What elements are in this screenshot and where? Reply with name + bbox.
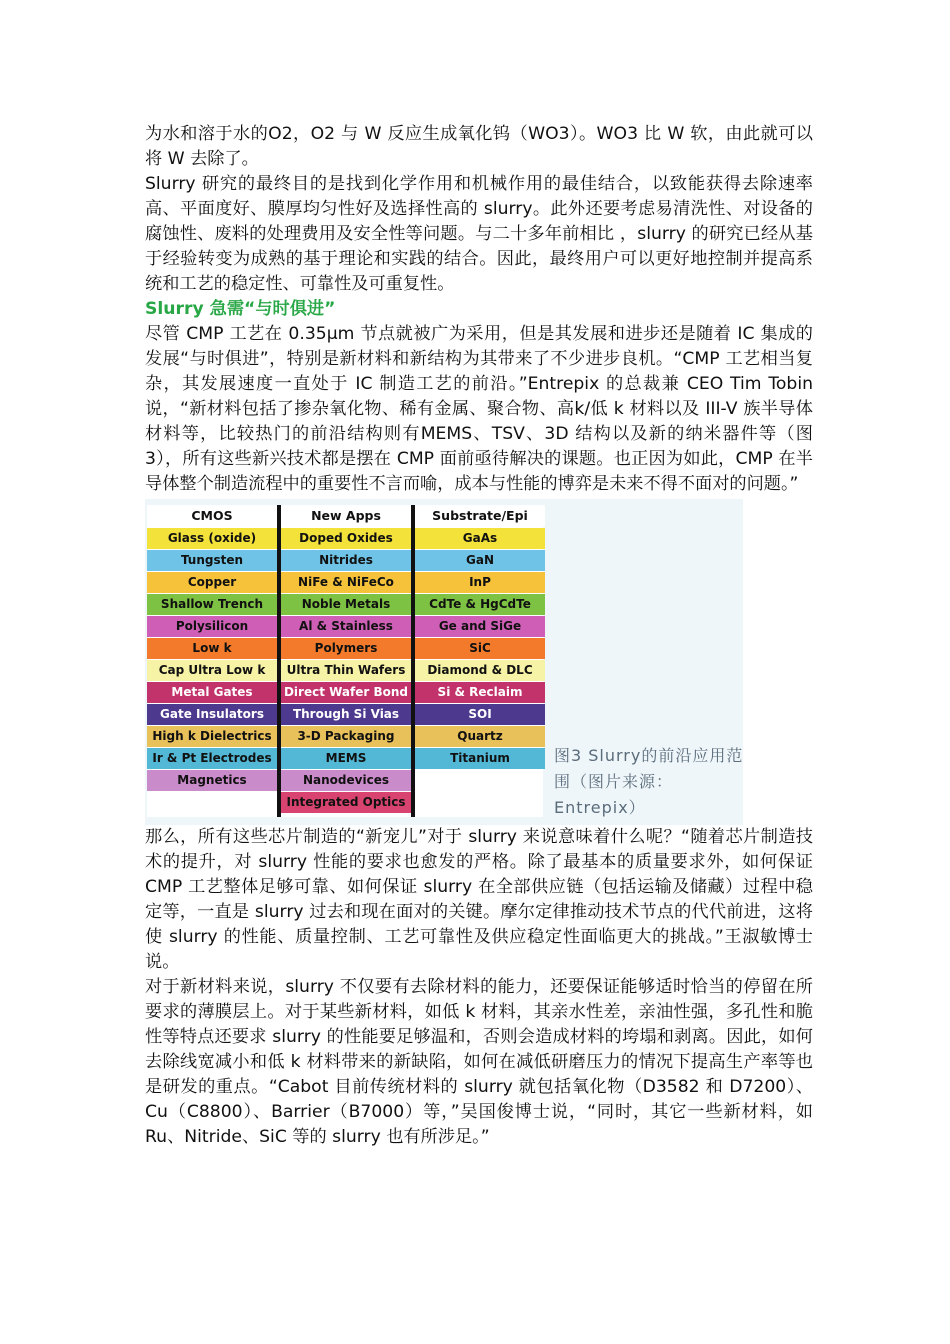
material-cell: MEMS: [281, 748, 411, 769]
material-cell: Metal Gates: [147, 682, 277, 703]
material-cell: Ir & Pt Electrodes: [147, 748, 277, 769]
material-cell: CdTe & HgCdTe: [415, 594, 545, 615]
material-cell: Integrated Optics: [281, 792, 411, 813]
material-cell: Al & Stainless: [281, 616, 411, 637]
material-cell: GaN: [415, 550, 545, 571]
figure-caption: 图3 Slurry的前沿应用范围（图片来源：Entrepix）: [554, 746, 744, 817]
material-cell: Doped Oxides: [281, 528, 411, 549]
material-cell: Cap Ultra Low k: [147, 660, 277, 681]
material-cell: SiC: [415, 638, 545, 659]
material-cell: Gate Insulators: [147, 704, 277, 725]
material-cell: Titanium: [415, 748, 545, 769]
material-cell: Through Si Vias: [281, 704, 411, 725]
column-new-apps: [281, 505, 411, 817]
figure-3: [145, 499, 743, 825]
column-header: Substrate/Epi: [415, 505, 545, 527]
column-header: New Apps: [281, 505, 411, 527]
material-cell: High k Dielectrics: [147, 726, 277, 747]
column-substrate-epi: [415, 505, 545, 817]
material-cell: Polymers: [281, 638, 411, 659]
material-cell: Ultra Thin Wafers: [281, 660, 411, 681]
material-cell: Direct Wafer Bond: [281, 682, 411, 703]
material-cell: Magnetics: [147, 770, 277, 791]
paragraph: 对于新材料来说，slurry 不仅要有去除材料的能力，还要保证能够适时恰当的停留在所要求的薄膜层上。对于某些新材料，如低 k 材料，其亲水性差，亲油性强，多孔性和脆性等特点还要求 slurry 的性能要足够温和，否则会造成材料的垮塌和剥离。因此，如何去除线宽减小和低 k 材料带来的新缺陷，如何在减低研磨压力的情况下提高生产率等也是研发的重点。“Cabot 目前传统材料的 slurry 就包括氧化物（D3582 和 D7200）、Cu（C8800）、Barrier（B7000）等，”吴国俊博士说，“同时，其它一些新材料，如 Ru、Nitride、SiC 等的 slurry 也有所涉足。”: [145, 977, 813, 1147]
material-cell: 3-D Packaging: [281, 726, 411, 747]
material-cell: Ge and SiGe: [415, 616, 545, 637]
material-cell: SOI: [415, 704, 545, 725]
paragraph: 为水和溶于水的O2，O2 与 W 反应生成氧化钨（WO3）。WO3 比 W 软，由此就可以将 W 去除了。: [145, 124, 813, 169]
material-cell: Quartz: [415, 726, 545, 747]
column-cmos: [147, 505, 277, 817]
material-cell: Tungsten: [147, 550, 277, 571]
paragraph: 尽管 CMP 工艺在 0.35μm 节点就被广为采用，但是其发展和进步还是随着 IC 集成的发展“与时俱进”，特别是新材料和新结构为其带来了不少进步良机。“CMP 工艺相当复杂，其发展速度一直处于 IC 制造工艺的前沿。”Entrepix 的总裁兼 CEO Tim Tobin 说，“新材料包括了掺杂氧化物、稀有金属、聚合物、高k/低 k 材料以及 III-V 族半导体材料等，比较热门的前沿结构则有MEMS、TSV、3D 结构以及新的纳米器件等（图 3），所有这些新兴技术都是摆在 CMP 面前亟待解决的课题。也正因为如此，CMP 在半导体整个制造流程中的重要性不言而喻，成本与性能的博弈是未来不得不面对的问题。”: [145, 324, 813, 494]
document-page: [145, 122, 813, 1150]
material-cell: Si & Reclaim: [415, 682, 545, 703]
material-cell: Copper: [147, 572, 277, 593]
material-cell: Diamond & DLC: [415, 660, 545, 681]
material-cell: Glass (oxide): [147, 528, 277, 549]
material-cell: Nitrides: [281, 550, 411, 571]
paragraph: 那么，所有这些芯片制造的“新宠儿”对于 slurry 来说意味着什么呢？“随着芯片制造技术的提升，对 slurry 性能的要求也愈发的严格。除了最基本的质量要求外，如何保证 CMP 工艺整体足够可靠、如何保证 slurry 在全部供应链（包括运输及储藏）过程中稳定等，一直是 slurry 过去和现在面对的关键。摩尔定律推动技术节点的代代前进，这将使 slurry 的性能、质量控制、工艺可靠性及供应稳定性面临更大的挑战。”王淑敏博士说。: [145, 827, 813, 972]
material-cell: Low k: [147, 638, 277, 659]
material-cell: Shallow Trench: [147, 594, 277, 615]
column-header: CMOS: [147, 505, 277, 527]
slurry-applications-table: [147, 505, 543, 817]
material-cell: Noble Metals: [281, 594, 411, 615]
material-cell: Nanodevices: [281, 770, 411, 791]
paragraph: Slurry 研究的最终目的是找到化学作用和机械作用的最佳结合，以致能获得去除速率高、平面度好、膜厚均匀性好及选择性高的 slurry。此外还要考虑易清洗性、对设备的腐蚀性、废料的处理费用及安全性等问题。与二十多年前相比 ，slurry 的研究已经从基于经验转变为成熟的基于理论和实践的结合。因此，最终用户可以更好地控制并提高系统和工艺的稳定性、可靠性及可重复性。: [145, 174, 814, 294]
material-cell: InP: [415, 572, 545, 593]
material-cell: NiFe & NiFeCo: [281, 572, 411, 593]
material-cell: GaAs: [415, 528, 545, 549]
material-cell: Polysilicon: [147, 616, 277, 637]
section-heading: Slurry 急需“与时俱进”: [145, 299, 336, 319]
